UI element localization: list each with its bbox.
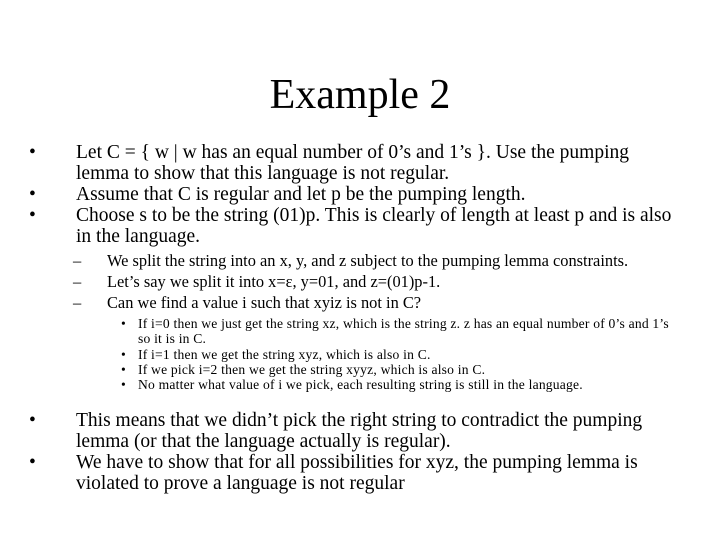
bullet-item: • Let C = { w | w has an equal number of 0’s and 1’s }. Use the pumping lemma to show that this language is not regular. <box>0 142 720 184</box>
sub-sub-bullet-list <box>0 316 720 392</box>
sub-bullet-item: – We split the string into an x, y, and z subject to the pumping lemma constraints. <box>0 250 720 271</box>
sub-bullet-item: – Let’s say we split it into x=ε, y=01, and z=(01)p-1. <box>0 271 720 292</box>
bullet-item: • Choose s to be the string (01)p. This is clearly of length at least p and is also in the language. <box>0 205 720 247</box>
sub-sub-bullet-item: • No matter what value of i we pick, each resulting string is still in the language. <box>0 377 720 392</box>
top-bullet-list <box>0 142 720 247</box>
bottom-bullet-list <box>0 410 720 494</box>
sub-bullet-list <box>0 250 720 313</box>
sub-sub-bullet-item: • If i=1 then we get the string xyz, which is also in C. <box>0 347 720 362</box>
bullet-item: • Assume that C is regular and let p be the pumping length. <box>0 184 720 205</box>
bullet-item: • This means that we didn’t pick the right string to contradict the pumping lemma (or that the language actually is regular). <box>0 410 720 452</box>
sub-sub-bullet-item: • If i=0 then we just get the string xz, which is the string z. z has an equal number of 0’s and 1’s so it is in C. <box>0 316 720 347</box>
slide-title: Example 2 <box>269 72 451 118</box>
sub-sub-bullet-item: • If we pick i=2 then we get the string xyyz, which is also in C. <box>0 362 720 377</box>
bullet-item: • We have to show that for all possibilities for xyz, the pumping lemma is violated to prove a language is not regular <box>0 452 720 494</box>
sub-bullet-item: – Can we find a value i such that xyiz is not in C? <box>0 292 720 313</box>
